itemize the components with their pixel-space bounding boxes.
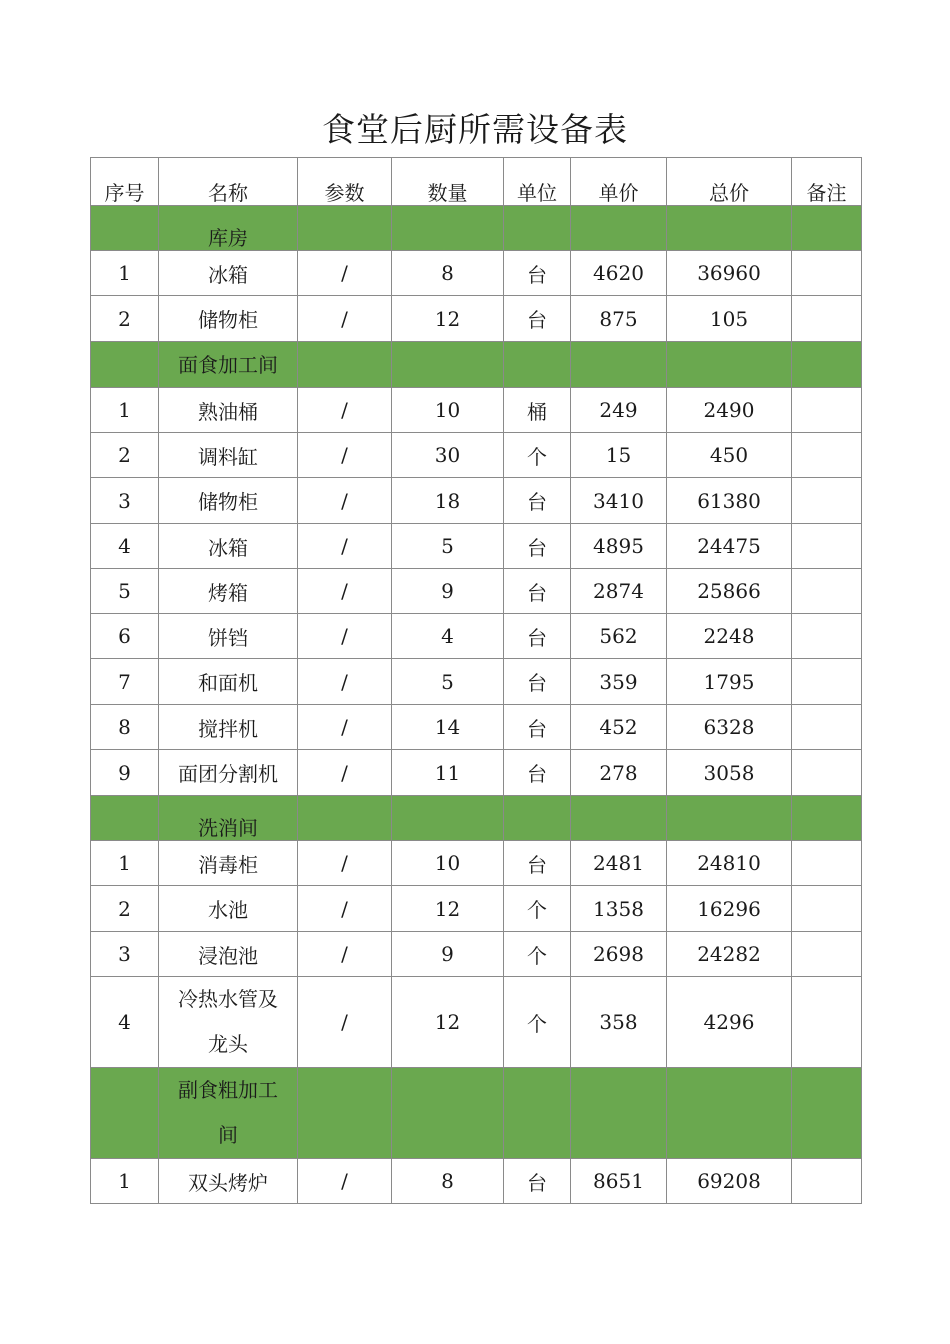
cell-unit: 个 bbox=[504, 977, 571, 1068]
cell-qty: 30 bbox=[392, 433, 504, 478]
header-total: 总价 bbox=[667, 158, 792, 206]
cell-note bbox=[792, 251, 862, 296]
section-cell bbox=[298, 796, 392, 841]
cell-unit: 台 bbox=[504, 750, 571, 796]
cell-param: / bbox=[298, 251, 392, 296]
cell-note bbox=[792, 614, 862, 659]
cell-name: 调料缸 bbox=[159, 433, 298, 478]
cell-param: / bbox=[298, 388, 392, 433]
cell-total: 2490 bbox=[667, 388, 792, 433]
header-price: 单价 bbox=[571, 158, 667, 206]
cell-param: / bbox=[298, 614, 392, 659]
cell-param: / bbox=[298, 886, 392, 932]
section-cell bbox=[91, 342, 159, 388]
cell-price: 562 bbox=[571, 614, 667, 659]
cell-price: 2698 bbox=[571, 932, 667, 977]
cell-no: 1 bbox=[91, 1159, 159, 1204]
cell-param: / bbox=[298, 841, 392, 886]
cell-qty: 5 bbox=[392, 659, 504, 705]
cell-price: 1358 bbox=[571, 886, 667, 932]
cell-note bbox=[792, 569, 862, 614]
section-cell bbox=[392, 1068, 504, 1159]
header-qty: 数量 bbox=[392, 158, 504, 206]
section-cell bbox=[504, 796, 571, 841]
table-row bbox=[91, 478, 862, 524]
cell-no: 3 bbox=[91, 932, 159, 977]
cell-note bbox=[792, 433, 862, 478]
cell-param: / bbox=[298, 478, 392, 524]
cell-name: 水池 bbox=[159, 886, 298, 932]
cell-total: 105 bbox=[667, 296, 792, 342]
cell-total: 36960 bbox=[667, 251, 792, 296]
cell-qty: 8 bbox=[392, 251, 504, 296]
cell-param: / bbox=[298, 524, 392, 569]
cell-price: 4895 bbox=[571, 524, 667, 569]
section-cell bbox=[392, 796, 504, 841]
cell-param: / bbox=[298, 1159, 392, 1204]
cell-qty: 14 bbox=[392, 705, 504, 750]
cell-note bbox=[792, 705, 862, 750]
cell-unit: 桶 bbox=[504, 388, 571, 433]
cell-unit: 个 bbox=[504, 433, 571, 478]
table-row bbox=[91, 524, 862, 569]
cell-price: 3410 bbox=[571, 478, 667, 524]
table-row bbox=[91, 433, 862, 478]
header-param: 参数 bbox=[298, 158, 392, 206]
table-row bbox=[91, 841, 862, 886]
cell-no: 3 bbox=[91, 478, 159, 524]
cell-unit: 台 bbox=[504, 569, 571, 614]
section-cell bbox=[392, 206, 504, 251]
cell-price: 2874 bbox=[571, 569, 667, 614]
cell-price: 15 bbox=[571, 433, 667, 478]
cell-name: 双头烤炉 bbox=[159, 1159, 298, 1204]
cell-name: 搅拌机 bbox=[159, 705, 298, 750]
header-unit: 单位 bbox=[504, 158, 571, 206]
cell-name: 冰箱 bbox=[159, 524, 298, 569]
section-cell bbox=[504, 342, 571, 388]
cell-qty: 4 bbox=[392, 614, 504, 659]
section-cell bbox=[298, 206, 392, 251]
section-cell bbox=[571, 1068, 667, 1159]
table-body bbox=[91, 206, 862, 1204]
cell-total: 24282 bbox=[667, 932, 792, 977]
cell-param: / bbox=[298, 433, 392, 478]
cell-unit: 台 bbox=[504, 841, 571, 886]
cell-unit: 台 bbox=[504, 659, 571, 705]
cell-price: 278 bbox=[571, 750, 667, 796]
cell-note bbox=[792, 841, 862, 886]
section-title: 洗消间 bbox=[159, 796, 298, 841]
cell-note bbox=[792, 659, 862, 705]
section-cell bbox=[392, 342, 504, 388]
table-row bbox=[91, 886, 862, 932]
section-cell bbox=[91, 206, 159, 251]
section-cell bbox=[298, 1068, 392, 1159]
cell-price: 8651 bbox=[571, 1159, 667, 1204]
cell-qty: 9 bbox=[392, 569, 504, 614]
cell-qty: 9 bbox=[392, 932, 504, 977]
cell-note bbox=[792, 524, 862, 569]
cell-qty: 12 bbox=[392, 977, 504, 1068]
section-cell bbox=[792, 206, 862, 251]
cell-no: 2 bbox=[91, 433, 159, 478]
cell-qty: 8 bbox=[392, 1159, 504, 1204]
table-row bbox=[91, 251, 862, 296]
cell-note bbox=[792, 886, 862, 932]
cell-note bbox=[792, 388, 862, 433]
cell-name: 面团分割机 bbox=[159, 750, 298, 796]
cell-total: 2248 bbox=[667, 614, 792, 659]
cell-param: / bbox=[298, 296, 392, 342]
cell-total: 16296 bbox=[667, 886, 792, 932]
cell-price: 875 bbox=[571, 296, 667, 342]
table-row bbox=[91, 388, 862, 433]
table-row bbox=[91, 750, 862, 796]
cell-price: 359 bbox=[571, 659, 667, 705]
section-cell bbox=[792, 1068, 862, 1159]
cell-no: 1 bbox=[91, 251, 159, 296]
cell-name: 冷热水管及龙头 bbox=[159, 977, 298, 1068]
cell-unit: 台 bbox=[504, 251, 571, 296]
header-no: 序号 bbox=[91, 158, 159, 206]
cell-name: 储物柜 bbox=[159, 478, 298, 524]
section-row bbox=[91, 206, 862, 251]
section-title: 库房 bbox=[159, 206, 298, 251]
section-cell bbox=[792, 796, 862, 841]
table-row bbox=[91, 659, 862, 705]
cell-param: / bbox=[298, 932, 392, 977]
cell-price: 358 bbox=[571, 977, 667, 1068]
cell-name: 饼铛 bbox=[159, 614, 298, 659]
cell-total: 3058 bbox=[667, 750, 792, 796]
cell-name: 消毒柜 bbox=[159, 841, 298, 886]
cell-qty: 10 bbox=[392, 841, 504, 886]
table-row bbox=[91, 977, 862, 1068]
section-title: 面食加工间 bbox=[159, 342, 298, 388]
table-header-row bbox=[91, 158, 862, 206]
section-cell bbox=[792, 342, 862, 388]
cell-total: 61380 bbox=[667, 478, 792, 524]
section-cell bbox=[667, 206, 792, 251]
cell-name: 熟油桶 bbox=[159, 388, 298, 433]
section-cell bbox=[667, 796, 792, 841]
cell-no: 2 bbox=[91, 296, 159, 342]
cell-no: 5 bbox=[91, 569, 159, 614]
table-row bbox=[91, 1159, 862, 1204]
cell-total: 6328 bbox=[667, 705, 792, 750]
cell-qty: 12 bbox=[392, 886, 504, 932]
header-name: 名称 bbox=[159, 158, 298, 206]
cell-name: 浸泡池 bbox=[159, 932, 298, 977]
cell-name: 储物柜 bbox=[159, 296, 298, 342]
cell-no: 7 bbox=[91, 659, 159, 705]
cell-unit: 个 bbox=[504, 886, 571, 932]
section-cell bbox=[571, 342, 667, 388]
cell-no: 9 bbox=[91, 750, 159, 796]
cell-no: 1 bbox=[91, 841, 159, 886]
cell-no: 4 bbox=[91, 524, 159, 569]
cell-total: 69208 bbox=[667, 1159, 792, 1204]
cell-note bbox=[792, 750, 862, 796]
section-cell bbox=[667, 1068, 792, 1159]
cell-total: 24810 bbox=[667, 841, 792, 886]
cell-qty: 11 bbox=[392, 750, 504, 796]
cell-no: 2 bbox=[91, 886, 159, 932]
cell-unit: 台 bbox=[504, 478, 571, 524]
section-cell bbox=[504, 1068, 571, 1159]
section-cell bbox=[91, 1068, 159, 1159]
cell-name: 和面机 bbox=[159, 659, 298, 705]
cell-unit: 台 bbox=[504, 296, 571, 342]
cell-qty: 5 bbox=[392, 524, 504, 569]
section-row bbox=[91, 342, 862, 388]
cell-total: 4296 bbox=[667, 977, 792, 1068]
section-cell bbox=[667, 342, 792, 388]
cell-price: 452 bbox=[571, 705, 667, 750]
cell-price: 4620 bbox=[571, 251, 667, 296]
equipment-table bbox=[90, 157, 862, 1204]
cell-total: 25866 bbox=[667, 569, 792, 614]
cell-total: 450 bbox=[667, 433, 792, 478]
section-cell bbox=[571, 796, 667, 841]
cell-price: 249 bbox=[571, 388, 667, 433]
table-row bbox=[91, 296, 862, 342]
cell-note bbox=[792, 932, 862, 977]
table-row bbox=[91, 569, 862, 614]
cell-no: 8 bbox=[91, 705, 159, 750]
cell-unit: 台 bbox=[504, 705, 571, 750]
cell-qty: 10 bbox=[392, 388, 504, 433]
cell-no: 4 bbox=[91, 977, 159, 1068]
cell-note bbox=[792, 1159, 862, 1204]
table-row bbox=[91, 705, 862, 750]
cell-note bbox=[792, 977, 862, 1068]
section-title: 副食粗加工间 bbox=[159, 1068, 298, 1159]
cell-name: 冰箱 bbox=[159, 251, 298, 296]
section-row bbox=[91, 796, 862, 841]
page-title: 食堂后厨所需设备表 bbox=[322, 110, 628, 149]
section-cell bbox=[91, 796, 159, 841]
cell-unit: 台 bbox=[504, 614, 571, 659]
cell-param: / bbox=[298, 705, 392, 750]
section-row bbox=[91, 1068, 862, 1159]
cell-total: 24475 bbox=[667, 524, 792, 569]
cell-qty: 18 bbox=[392, 478, 504, 524]
cell-param: / bbox=[298, 569, 392, 614]
cell-no: 1 bbox=[91, 388, 159, 433]
cell-price: 2481 bbox=[571, 841, 667, 886]
cell-total: 1795 bbox=[667, 659, 792, 705]
section-cell bbox=[504, 206, 571, 251]
cell-param: / bbox=[298, 750, 392, 796]
cell-name: 烤箱 bbox=[159, 569, 298, 614]
table-row bbox=[91, 932, 862, 977]
section-cell bbox=[298, 342, 392, 388]
cell-param: / bbox=[298, 977, 392, 1068]
header-note: 备注 bbox=[792, 158, 862, 206]
cell-param: / bbox=[298, 659, 392, 705]
section-cell bbox=[571, 206, 667, 251]
cell-unit: 个 bbox=[504, 932, 571, 977]
cell-unit: 台 bbox=[504, 1159, 571, 1204]
cell-note bbox=[792, 478, 862, 524]
cell-no: 6 bbox=[91, 614, 159, 659]
cell-note bbox=[792, 296, 862, 342]
cell-qty: 12 bbox=[392, 296, 504, 342]
cell-unit: 台 bbox=[504, 524, 571, 569]
table-row bbox=[91, 614, 862, 659]
